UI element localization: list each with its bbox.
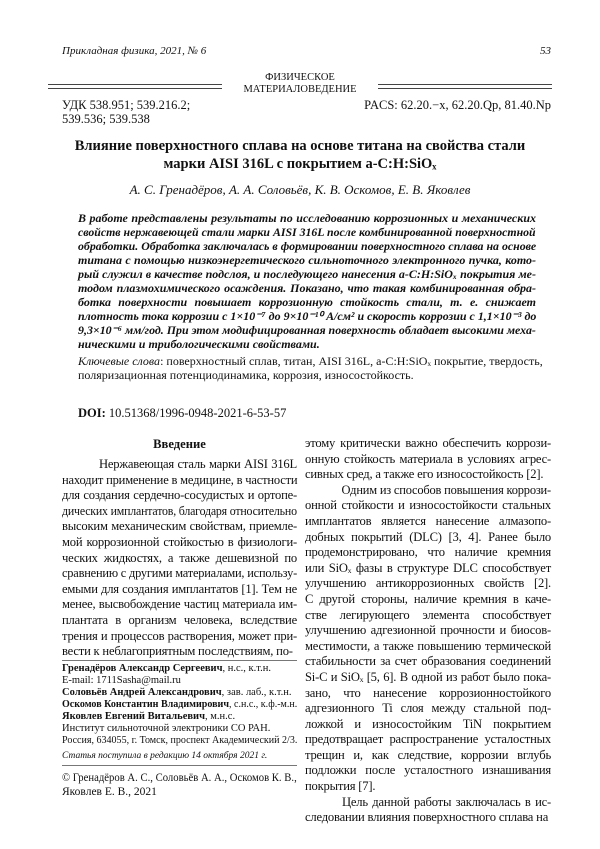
text-line: продемонстрировано, что наличие кремния — [305, 545, 551, 561]
text-line: ложкой и износостойким TiN покрытием — [305, 717, 551, 733]
address: Россия, 634055, г. Томск, проспект Академический 2/3. — [62, 735, 297, 747]
paper-title — [0, 137, 600, 173]
udk-line: 539.536; 539.538 — [62, 112, 190, 126]
text-line: Нержавеющая сталь марки AISI 316L — [62, 457, 297, 473]
text-line: стве легирующего элемента способствует — [305, 608, 551, 624]
text-line: трещин и, как следствие, коррозии вглубь — [305, 748, 551, 764]
copyright — [62, 771, 297, 799]
author-position: , м.н.с. — [205, 711, 235, 722]
text-line: ботка поверхности повышает коррозионную стойкость стали, т. е. снижает — [78, 295, 536, 309]
keywords — [78, 354, 536, 382]
text-line: менее, высвобождение частиц материала им- — [62, 597, 297, 613]
text-line: предотвращает распространение усталостных — [305, 732, 551, 748]
pacs-codes: PACS: 62.20.−x, 62.20.Qp, 81.40.Np — [364, 98, 551, 113]
text-line: Цель данной работы заключалась в ис- — [305, 795, 551, 811]
author-entry — [62, 663, 297, 675]
text-line: ническими и трибологическими свойствами. — [78, 337, 536, 351]
text-line: дических имплантатов, благодаря относительно — [62, 504, 297, 520]
author-entry — [62, 675, 297, 687]
text-line: высоким механическим свойствам, приемле- — [62, 519, 297, 535]
text-line: онной стойкости и износостойкости стальных — [305, 498, 551, 514]
doi-link[interactable]: 10.51368/1996-0948-2021-6-53-57 — [109, 406, 286, 420]
author-name: Соловьёв Андрей Александрович — [62, 687, 222, 698]
doi-label: DOI: — [78, 406, 106, 420]
text-line: зано, что нанесение коррозионностойкого — [305, 686, 551, 702]
udk-line: УДК 538.951; 539.216.2; — [62, 98, 190, 112]
text-line: В работе представлены результаты по исследованию коррозионных и механических — [78, 211, 536, 225]
text-line: подложки после усталостного изнашивания — [305, 763, 551, 779]
text-line: следовании влияния поверхностного сплава на — [305, 810, 551, 826]
text-line: Si-C и SiOₓ [5, 6]. В одной из работ было пока- — [305, 670, 551, 686]
text-line: онную стойкость материала в условиях агрес- — [305, 452, 551, 468]
section-heading-introduction: Введение — [62, 437, 297, 452]
text-line: находит применение в медицине, в частности — [62, 473, 297, 489]
text-line: плотность тока коррозии с 1×10⁻⁷ до 9×10⁻¹⁰ А/см² и скорость коррозии с 1,1×10⁻³ до — [78, 309, 536, 323]
keywords-text: : поверхностный сплав, титан, AISI 316L, a-C:H:SiOₓ покрытие, твердость, — [160, 354, 543, 368]
rubric-divider-right — [378, 84, 552, 89]
paragraph — [305, 483, 551, 795]
text-line: для создания сердечно-сосудистых и ортопе- — [62, 488, 297, 504]
text-line: вести к неблагоприятным последствиям, по- — [62, 644, 297, 660]
copyright-divider — [62, 765, 297, 766]
text-line: покрытия [7]. — [305, 779, 551, 795]
text-line: С другой стороны, наличие кремния в каче- — [305, 592, 551, 608]
text-line: сравнению с другими материалами, использу- — [62, 566, 297, 582]
title-line: Влияние поверхностного сплава на основе титана на свойства стали — [0, 137, 600, 155]
rubric-line: МАТЕРИАЛОВЕДЕНИЕ — [0, 84, 600, 96]
text-line: Одним из способов повышения коррози- — [305, 483, 551, 499]
right-column-text — [305, 436, 551, 826]
author-list: А. С. Гренадёров, А. А. Соловьёв, К. В. Оскомов, Е. В. Яковлев — [0, 182, 600, 198]
author-name: Гренадёров Александр Сергеевич — [62, 663, 223, 674]
author-position: E-mail: 1711Sasha@mail.ru — [62, 675, 181, 686]
text-line: емыми для создания имплантатов [1]. Тем не — [62, 582, 297, 598]
author-name: Оскомов Константин Владимирович — [62, 699, 229, 710]
text-line: этому критически важно обеспечить коррози- — [305, 436, 551, 452]
text-line: адгезионного Ti слоя между стальной под- — [305, 701, 551, 717]
text-line: обработки. Обработка заключалась в формировании поверхностного сплава на основе — [78, 239, 536, 253]
copyright-line: Яковлев Е. В., 2021 — [62, 785, 297, 799]
author-position: , с.н.с., к.ф.-м.н. — [229, 699, 297, 710]
keywords-text: поляризационная потенциодинамика, коррозия, износостойкость. — [78, 368, 536, 382]
text-line: сивных сред, а также его износостойкость [2]. — [305, 467, 551, 483]
author-name: Яковлев Евгений Витальевич — [62, 711, 205, 722]
institute: Институт сильноточной электроники СО РАН. — [62, 723, 297, 735]
keywords-label: Ключевые слова — [78, 354, 160, 368]
text-line: свойств нержавеющей стали марки AISI 316L после комбинированной поверхностной — [78, 225, 536, 239]
author-affiliations — [62, 663, 297, 747]
text-line: местимости, а также повышению термической — [305, 639, 551, 655]
text-line: улучшению антикоррозионных свойств [2]. — [305, 576, 551, 592]
paragraph — [305, 436, 551, 483]
page-number: 53 — [540, 45, 551, 57]
paragraph — [305, 795, 551, 826]
text-line: мой коррозионной стойкостью в физиологи- — [62, 535, 297, 551]
text-line: титана с помощью низкоэнергетического сильноточного электронного пучка, кото- — [78, 253, 536, 267]
rubric-divider-left — [48, 84, 222, 89]
udk-codes — [62, 98, 190, 126]
text-line: имплантатов является нанесение алмазопо- — [305, 514, 551, 530]
author-entry — [62, 699, 297, 711]
author-entry — [62, 711, 297, 723]
text-line: стабильности за счет образования соединений — [305, 654, 551, 670]
author-position: , н.с., к.т.н. — [223, 663, 271, 674]
title-line: марки AISI 316L с покрытием a-C:H:SiOₓ — [0, 155, 600, 173]
rubric-line: ФИЗИЧЕСКОЕ — [0, 72, 600, 84]
author-position: , зав. лаб., к.т.н. — [222, 687, 292, 698]
text-line: 9,3×10⁻⁶ мм/год. При этом модифицированная поверхность обладает высокими меха- — [78, 323, 536, 337]
text-line: рый служил в качестве подслоя, и последующего нанесения a-C:H:SiOₓ покрытия ме- — [78, 267, 536, 281]
footnote-divider — [62, 660, 297, 661]
text-line: ческих жидкостях, а также дешевизной по — [62, 551, 297, 567]
left-column-text — [62, 457, 297, 660]
text-line: трения и процессов растворения, может при- — [62, 629, 297, 645]
text-line: плантата в организм человека, вследствие — [62, 613, 297, 629]
abstract — [78, 211, 536, 351]
text-line: тодом плазмохимического осаждения. Показано, что такая комбинированная обра- — [78, 281, 536, 295]
copyright-line: © Гренадёров А. С., Соловьёв А. А., Оскомов К. В., — [62, 771, 297, 785]
author-entry — [62, 687, 297, 699]
running-header-journal: Прикладная физика, 2021, № 6 — [62, 45, 206, 57]
text-line: добных покрытий (DLC) [3, 4]. Ранее было — [305, 530, 551, 546]
received-date: Статья поступила в редакцию 14 октября 2021 г. — [62, 751, 297, 761]
text-line: или SiOₓ фазы в структуре DLC способствует — [305, 561, 551, 577]
doi — [78, 406, 286, 421]
text-line: улучшению адгезионной прочности и биосов- — [305, 623, 551, 639]
